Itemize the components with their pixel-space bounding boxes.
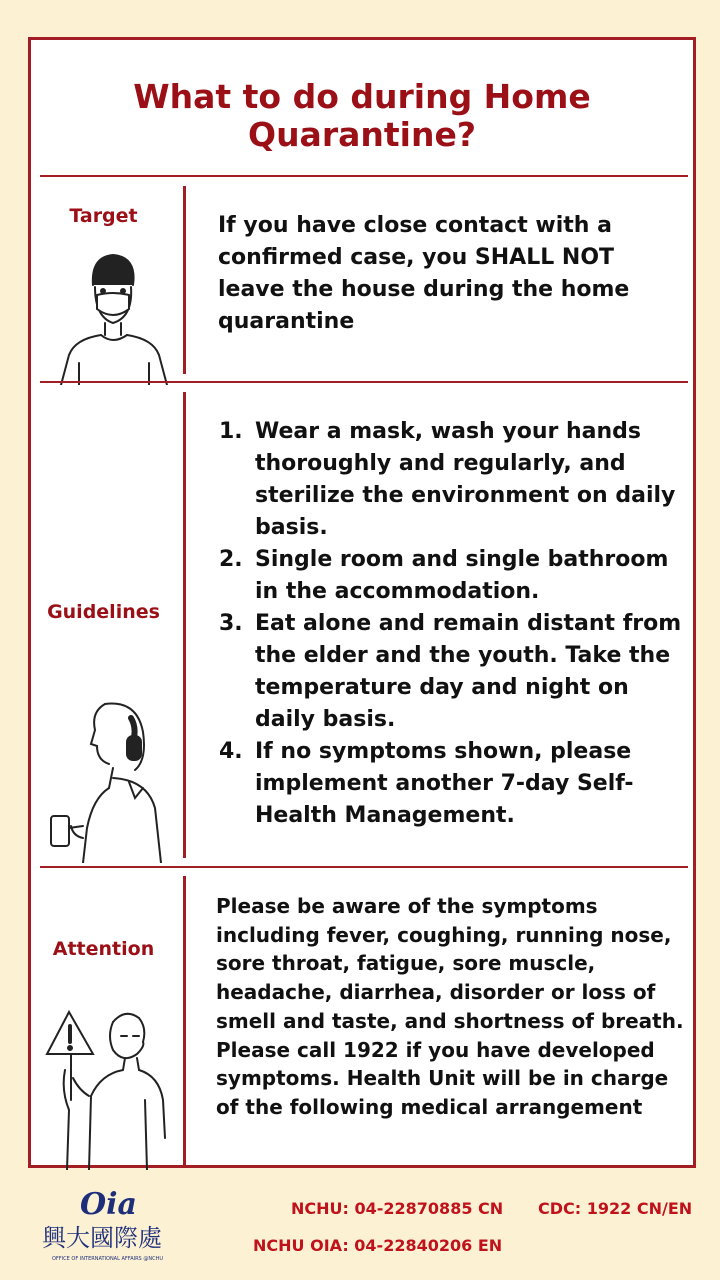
guideline-number: 3. [219, 611, 243, 636]
guideline-text: Wear a mask, wash your hands thoroughly and regularly, and sterilize the environment on daily basis. [255, 419, 676, 540]
warning-sign-person-illustration [41, 1000, 166, 1170]
guideline-number: 2. [219, 547, 243, 572]
divider-middle-1 [40, 381, 688, 383]
guideline-text: Single room and single bathroom in the accommodation. [255, 547, 669, 604]
cdc-contact: CDC: 1922 CN/EN [538, 1199, 693, 1218]
title-line-1: What to do during Home [133, 77, 591, 116]
attention-label: Attention [52, 938, 155, 960]
logo-subtitle: OFFICE OF INTERNATIONAL AFFAIRS @NCHU [52, 1256, 163, 1262]
logo-text: Oia [80, 1187, 137, 1222]
logo-chinese: 興大國際處 [42, 1224, 162, 1252]
target-text: If you have close contact with a confirmed case, you SHALL NOT leave the house during the home quarantine [218, 213, 630, 334]
masked-person-illustration [51, 245, 171, 385]
column-divider-attention [183, 876, 186, 1166]
guideline-number: 1. [219, 419, 243, 444]
oia-contact: NCHU OIA: 04-22840206 EN [253, 1236, 503, 1255]
title-line-2: Quarantine? [248, 115, 476, 154]
guideline-number: 4. [219, 739, 243, 764]
page-title [31, 78, 693, 154]
oia-logo [40, 1184, 190, 1264]
guideline-item [219, 416, 694, 544]
divider-top [40, 175, 688, 177]
guideline-item [219, 736, 694, 832]
target-label: Target [69, 205, 138, 227]
guideline-item [219, 544, 694, 608]
column-divider-guidelines [183, 392, 186, 858]
guideline-text: If no symptoms shown, please implement another 7-day Self-Health Management. [255, 739, 634, 828]
person-with-headphones-illustration [43, 698, 173, 863]
nchu-contact: NCHU: 04-22870885 CN [291, 1199, 504, 1218]
attention-text: Please be aware of the symptoms including fever, coughing, running nose, sore throat, fatigue, sore muscle, headache, diarrhea, disorder or loss of smell and taste, and shortness of breath. Please call 1922 if you have developed symptoms. Health Unit will be in charge of the following medical arrangement [216, 894, 684, 1119]
guidelines-list [219, 416, 694, 832]
info-card [28, 37, 696, 1168]
divider-middle-2 [40, 866, 688, 868]
guideline-item [219, 608, 694, 736]
guideline-text: Eat alone and remain distant from the elder and the youth. Take the temperature day and night on daily basis. [255, 611, 682, 732]
guidelines-label: Guidelines [47, 601, 160, 623]
column-divider-target [183, 186, 186, 374]
